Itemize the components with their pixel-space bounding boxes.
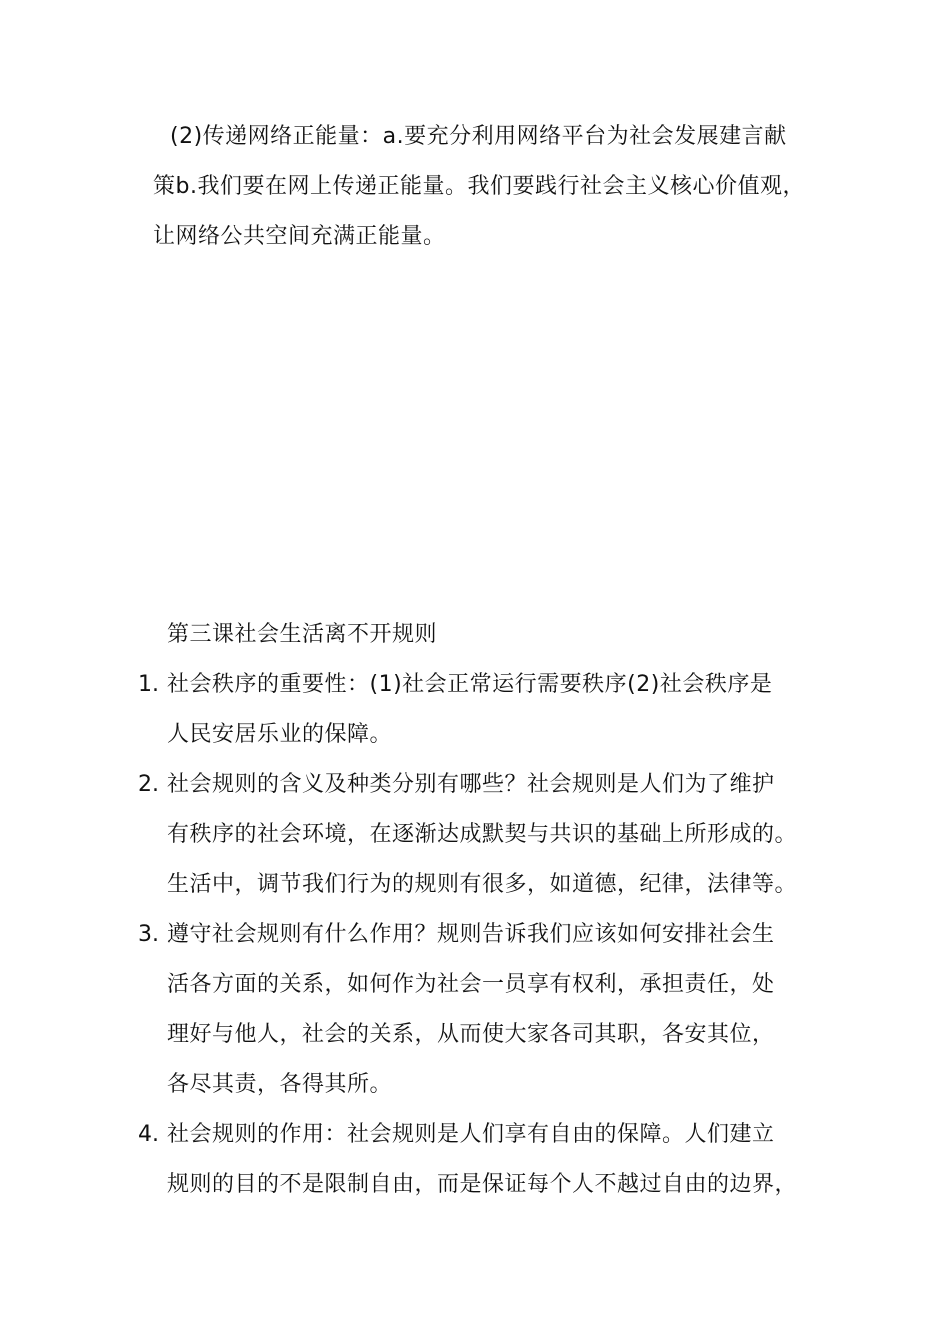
list-item-number: 3. xyxy=(138,922,159,947)
list-item-line: 活各方面的关系，如何作为社会一员享有权利，承担责任，处 xyxy=(167,972,775,997)
list-item-number: 4. xyxy=(138,1122,159,1147)
paragraph-line: 策b.我们要在网上传递正能量。我们要践行社会主义核心价值观， xyxy=(153,174,805,199)
paragraph-line: 让网络公共空间充满正能量。 xyxy=(153,224,446,249)
paragraph-line: (2)传递网络正能量：a.要充分利用网络平台为社会发展建言献 xyxy=(170,124,787,149)
list-item-line: 生活中，调节我们行为的规则有很多，如道德，纪律，法律等。 xyxy=(167,872,798,897)
lesson-title: 第三课社会生活离不开规则 xyxy=(167,622,438,647)
list-item-line: 社会秩序的重要性：(1)社会正常运行需要秩序(2)社会秩序是 xyxy=(167,672,773,697)
list-item-line: 理好与他人，社会的关系，从而使大家各司其职，各安其位， xyxy=(167,1022,775,1047)
list-item-line: 社会规则的含义及种类分别有哪些？社会规则是人们为了维护 xyxy=(167,772,775,797)
list-item-line: 各尽其责，各得其所。 xyxy=(167,1072,393,1097)
list-item-line: 有秩序的社会环境，在逐渐达成默契与共识的基础上所形成的。 xyxy=(167,822,798,847)
list-item-number: 2. xyxy=(138,772,159,797)
list-item-line: 社会规则的作用：社会规则是人们享有自由的保障。人们建立 xyxy=(167,1122,775,1147)
list-item-line: 规则的目的不是限制自由，而是保证每个人不越过自由的边界， xyxy=(167,1172,798,1197)
list-item-line: 遵守社会规则有什么作用？规则告诉我们应该如何安排社会生 xyxy=(167,922,775,947)
list-item-line: 人民安居乐业的保障。 xyxy=(167,722,393,747)
list-item-number: 1. xyxy=(138,672,159,697)
